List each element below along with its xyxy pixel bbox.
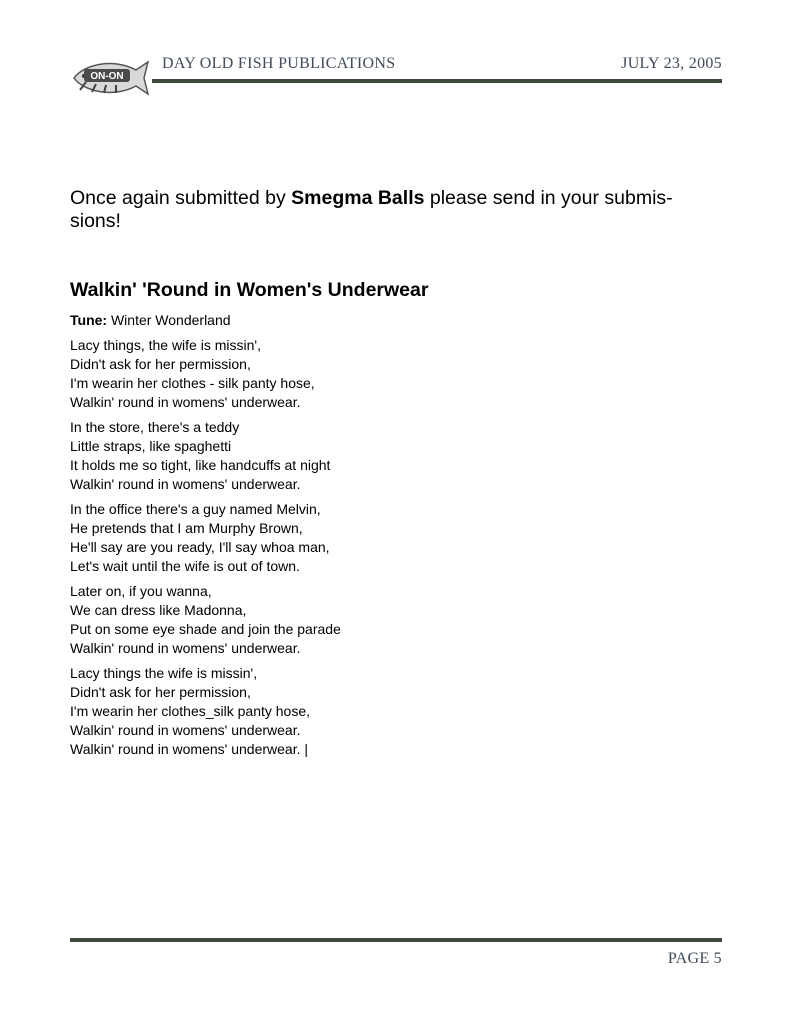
lyric-line: It holds me so tight, like handcuffs at night	[70, 457, 331, 473]
publication-date: JULY 23, 2005	[621, 55, 722, 72]
lyric-line: Let's wait until the wife is out of town.	[70, 558, 300, 574]
lyric-line: Walkin' round in womens' underwear.	[70, 722, 301, 738]
fish-logo-icon	[70, 54, 150, 98]
verse-1	[70, 336, 722, 412]
lyric-line: He pretends that I am Murphy Brown,	[70, 520, 303, 536]
lyric-line: Walkin' round in womens' underwear.	[70, 394, 301, 410]
lyric-line: Little straps, like spaghetti	[70, 438, 232, 454]
tune-value: Winter Wonderland	[107, 312, 231, 328]
lyric-line: In the office there's a guy named Melvin,	[70, 501, 321, 517]
lyric-line: Lacy things the wife is missin',	[70, 665, 258, 681]
verse-4	[70, 582, 722, 658]
verse-3	[70, 500, 722, 576]
verse-5	[70, 664, 722, 759]
lyric-line: He'll say are you ready, I'll say whoa man,	[70, 539, 330, 555]
tune-label: Tune:	[70, 312, 108, 328]
lyric-line: Didn't ask for her permission,	[70, 356, 251, 372]
lyric-line: I'm wearin her clothes - silk panty hose,	[70, 375, 315, 391]
page-header	[70, 50, 722, 98]
lyric-line: Put on some eye shade and join the parade	[70, 621, 341, 637]
footer-divider	[70, 938, 722, 942]
lyric-line: We can dress like Madonna,	[70, 602, 247, 618]
lyric-line: Walkin' round in womens' underwear.	[70, 640, 301, 656]
svg-text:ON-ON: ON-ON	[90, 71, 124, 82]
verse-2	[70, 418, 722, 494]
page-number: PAGE 5	[667, 950, 722, 967]
intro-line-2: sions!	[70, 210, 121, 232]
intro-paragraph	[70, 187, 722, 233]
lyric-line: In the store, there's a teddy	[70, 419, 240, 435]
intro-suffix: please send in your submis-	[424, 187, 673, 209]
lyric-line: Later on, if you wanna,	[70, 583, 212, 599]
author-name: Smegma Balls	[291, 187, 425, 209]
lyric-line: Didn't ask for her permission,	[70, 684, 251, 700]
intro-prefix: Once again submitted by	[70, 187, 292, 209]
lyric-line: I'm wearin her clothes_silk panty hose,	[70, 703, 311, 719]
publication-name: DAY OLD FISH PUBLICATIONS	[162, 55, 396, 72]
lyric-line: Walkin' round in womens' underwear. |	[70, 741, 309, 757]
page-content	[70, 187, 722, 759]
lyric-line: Walkin' round in womens' underwear.	[70, 476, 301, 492]
song-title: Walkin' 'Round in Women's Underwear	[70, 279, 429, 301]
header-divider	[152, 79, 722, 83]
lyric-line: Lacy things, the wife is missin',	[70, 337, 261, 353]
tune-line	[70, 311, 722, 330]
